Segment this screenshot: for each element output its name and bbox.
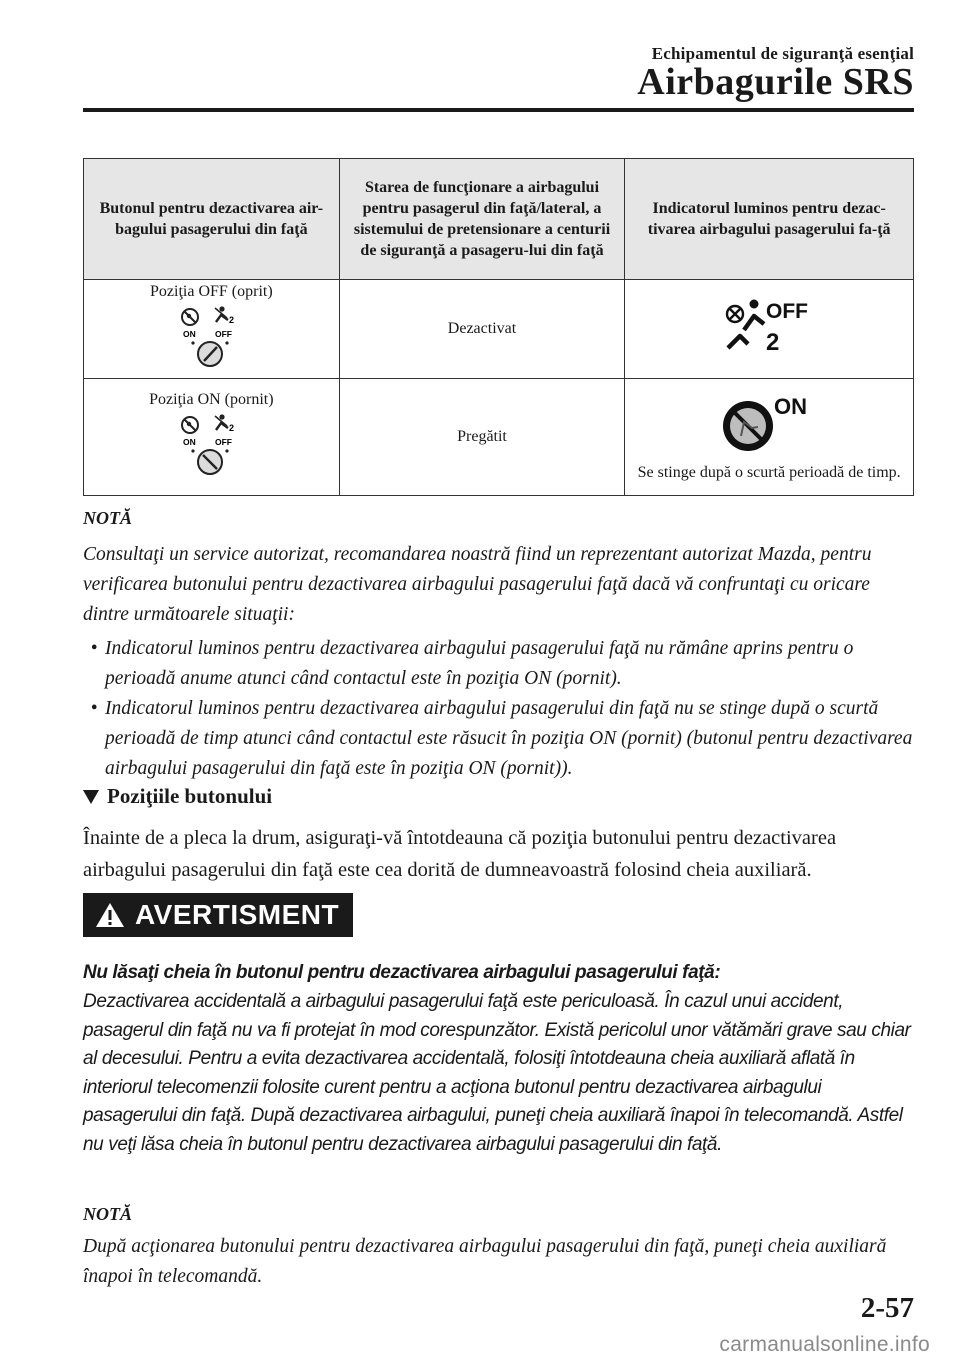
switch-position-label: Poziţia ON (pornit): [149, 391, 274, 408]
list-item: [83, 694, 920, 784]
indicator-cell: [625, 280, 914, 379]
note-body: Consultaţi un service autorizat, recomandarea noastră fiind un reprezentant autorizat Mazda, pentru verificarea butonului pentru dezactivarea airbagului pasagerului faţă dacă vă confruntaţi cu oricare dintre următoarele situaţii:: [83, 544, 872, 625]
note-body: După acţionarea butonului pentru dezactivarea airbagului pasagerului din faţă, puneţi cheia auxiliară înapoi în telecomandă.: [83, 1236, 887, 1287]
switch-num-label: 2: [229, 315, 235, 325]
section-title: Poziţiile butonului: [107, 784, 273, 808]
chapter-title: Airbagurile SRS: [637, 61, 914, 103]
indicator-off-text: OFF: [766, 300, 809, 323]
indicator-note: Se stinge după o scurtă perioadă de timp.: [637, 463, 901, 481]
warning-label: AVERTISMENT: [135, 899, 340, 930]
watermark: carmanualsonline.info: [719, 1333, 930, 1356]
table-header-row: [84, 159, 914, 280]
switch-num-label: 2: [229, 423, 235, 433]
operating-state-cell: Pregătit: [339, 379, 625, 496]
table-header-cell: Starea de funcţionare a airbagului pentru pasagerul din faţă/lateral, a sistemului de pretensionare a centurii de siguranţă a pasageru-lui din faţă: [339, 159, 625, 280]
table-row: [84, 280, 914, 379]
note-title: NOTĂ: [83, 1204, 132, 1224]
page-number: 2-57: [860, 1292, 914, 1324]
bullet-dot: •: [90, 638, 98, 659]
table-header-cell: Butonul pentru dezactivarea air-bagului pasagerului din faţă: [84, 159, 340, 280]
table-header-cell: Indicatorul luminos pentru dezac-tivarea airbagului pasagerului fa-ţă: [625, 159, 914, 280]
indicator-on-text: ON: [774, 393, 808, 419]
table-row: [84, 379, 914, 496]
bullet-text: Indicatorul luminos pentru dezactivarea airbagului pasagerului din faţă nu se stinge după o scurtă perioadă de timp atunci când contactul este răsucit în poziţia ON (pornit) (butonul pentru dezactivarea airbagului pasagerului din faţă este în poziţia ON (pornit)).: [105, 698, 913, 779]
warning-triangle-icon: [95, 902, 125, 928]
switch-position-cell: [84, 280, 340, 379]
note-bullet-list: [83, 634, 920, 784]
switch-position-label: Poziţia OFF (oprit): [150, 283, 273, 300]
indicator-cell: [625, 379, 914, 496]
switch-on-label: ON: [183, 437, 197, 447]
switch-position-cell: [84, 379, 340, 496]
airbag-on-indicator-icon: [714, 392, 824, 454]
chapter-subtitle: Echipamentul de siguranţă esenţial: [651, 44, 914, 63]
switch-status-table: [83, 158, 914, 496]
switch-off-label: OFF: [215, 329, 233, 339]
indicator-number: 2: [766, 329, 780, 356]
section-paragraph: Înainte de a pleca la drum, asiguraţi-vă întotdeauna că poziţia butonului pentru dezactivarea airbagului pasagerului din faţă este cea dorită de dumneavoastră folosind cheia auxiliară.: [83, 827, 837, 881]
switch-on-label: ON: [183, 329, 197, 339]
warning-body: Dezactivarea accidentală a airbagului pasagerului faţă este periculoasă. În cazul unui accident, pasagerul din faţă nu va fi protejat în mod corespunzător. Există pericolul unor vătămări grave sau chiar al decesului. Pentru a evita dezactivarea accidentală, folosiţi întotdeauna cheia auxiliară aflată în interiorul telecomenzii folosite curent pentru a acţiona butonul pentru dezactivarea airbagului pasagerului din faţă. După dezactivarea airbagului, puneţi cheia auxiliară înapoi în telecomandă. Astfel nu veţi lăsa cheia în butonul pentru dezactivarea airbagului pasagerului din faţă.: [83, 991, 911, 1155]
airbag-off-indicator-icon: [714, 294, 824, 358]
switch-off-label: OFF: [215, 437, 233, 447]
warning-lead: Nu lăsaţi cheia în butonul pentru dezactivarea airbagului pasagerului faţă:: [83, 962, 721, 983]
section-heading: [83, 784, 272, 809]
bullet-text: Indicatorul luminos pentru dezactivarea airbagului pasagerului faţă nu rămâne aprins pentru o perioadă anume atunci când contactul este în poziţia ON (pornit).: [105, 638, 854, 689]
header-rule: [83, 108, 914, 112]
bullet-dot: •: [90, 698, 98, 719]
list-item: [83, 634, 920, 694]
note-title: NOTĂ: [83, 508, 132, 528]
switch-off-position-icon: [171, 304, 251, 368]
triangle-down-icon: [83, 790, 99, 804]
switch-on-position-icon: [171, 412, 251, 476]
warning-banner: [83, 893, 353, 937]
operating-state-cell: Dezactivat: [339, 280, 625, 379]
